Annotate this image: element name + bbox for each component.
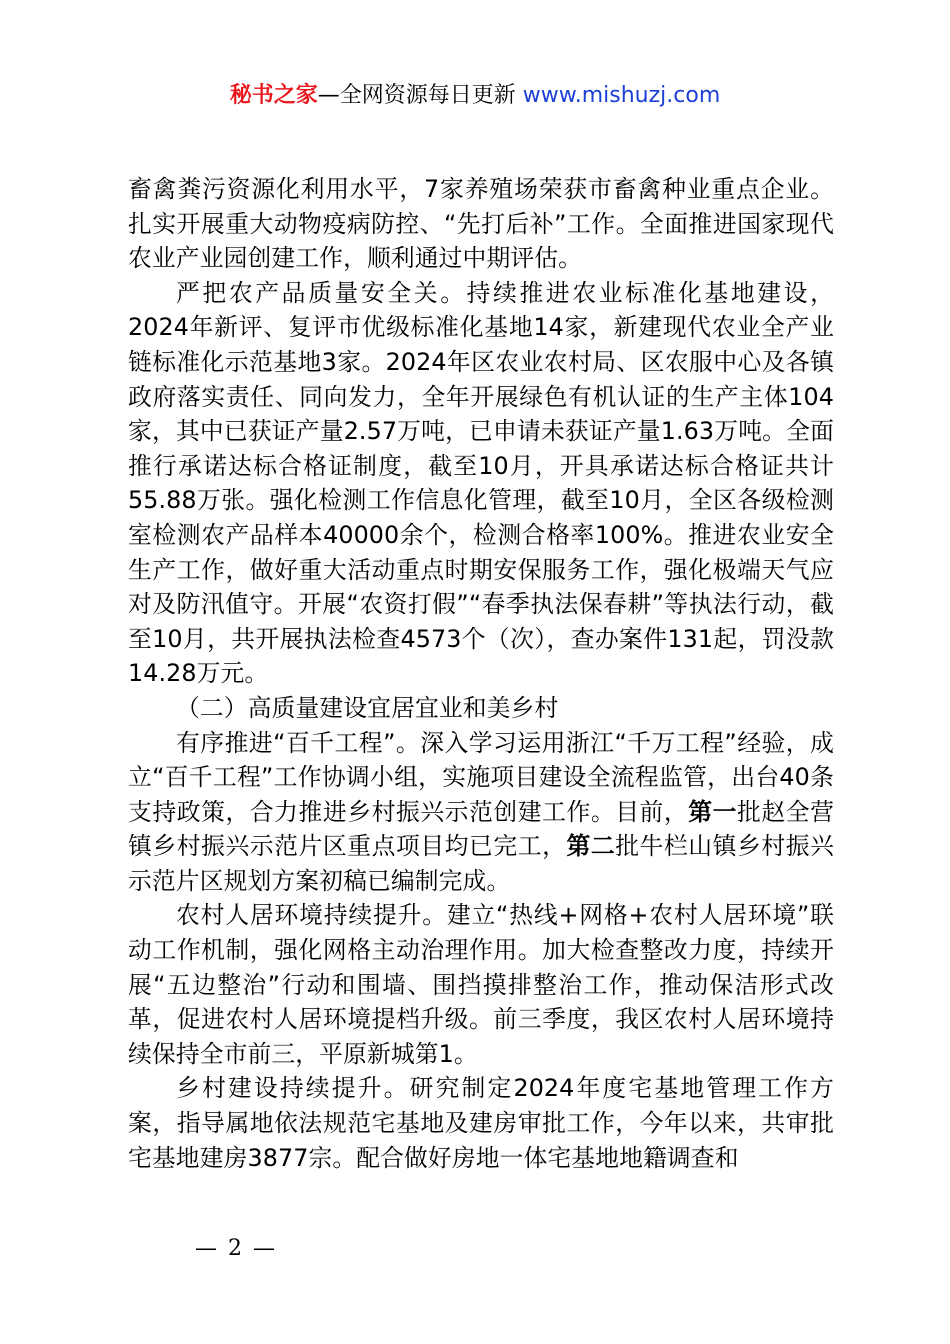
p3-text-after: 批牛栏山镇乡村振兴示范片区规划方案初稿已编制完成。 [128, 832, 834, 895]
site-brand: 秘书之家 [229, 83, 318, 108]
paragraph-baiqian-project [128, 726, 834, 899]
page-number: — 2 — [195, 1236, 277, 1261]
p3-text-before: 有序推进“百千工程”。深入学习运用浙江“千万工程”经验，成立“百千工程”工作协调小组，实施项目建设全流程监管，出台40条支持政策，合力推进乡村振兴示范创建工作。目前， [128, 728, 834, 826]
paragraph-livestock: 畜禽粪污资源化利用水平，7家养殖场荣获市畜禽种业重点企业。扎实开展重大动物疫病防控、“先打后补”工作。全面推进国家现代农业产业园创建工作，顺利通过中期评估。 [128, 175, 834, 273]
paragraph-quality-safety: 严把农产品质量安全关。持续推进农业标准化基地建设，2024年新评、复评市优级标准化基地14家，新建现代农业全产业链标准化示范基地3家。2024年区农业农村局、区农服中心及各镇政府落实责任、同向发力，全年开展绿色有机认证的生产主体104家，其中已获证产量2.57万吨，已申请未获证产量1.63万吨。全面推行承诺达标合格证制度，截至10月，开具承诺达标合格证共计55.88万张。强化检测工作信息化管理，截至10月，全区各级检测室检测农产品样本40000余个，检测合格率100%。推进农业安全生产工作，做好重大活动重点时期安保服务工作，强化极端天气应对及防汛值守。开展“农资打假”“春季执法保春耕”等执法行动，截至10月，共开展执法检查4573个（次），查办案件131起，罚没款14.28万元。 [128, 278, 834, 688]
paragraph-living-environment: 农村人居环境持续提升。建立“热线+网格+农村人居环境”联动工作机制，强化网格主动治理作用。加大检查整改力度，持续开展“五边整治”行动和围墙、围挡摸排整治工作，推动保洁形式改革，促进农村人居环境提档升级。前三季度，我区农村人居环境持续保持全市前三，平原新城第1。 [128, 901, 834, 1068]
site-header [0, 80, 950, 112]
section-heading: （二）高质量建设宜居宜业和美乡村 [176, 693, 559, 722]
site-url-link[interactable]: www.mishuzj.com [522, 83, 721, 108]
paragraph-rural-construction: 乡村建设持续提升。研究制定2024年度宅基地管理工作方案，指导属地依法规范宅基地及建房审批工作，今年以来，共审批宅基地建房3877宗。配合做好房地一体宅基地地籍调查和 [128, 1074, 834, 1172]
p3-bold-second: 第二 [566, 832, 616, 861]
p3-text-middle: 批赵全营镇乡村振兴示范片区重点项目均已完工， [128, 797, 834, 861]
site-tagline: —全网资源每日更新 [317, 83, 523, 108]
p3-bold-first: 第一 [688, 797, 738, 826]
document-body [128, 172, 834, 1175]
